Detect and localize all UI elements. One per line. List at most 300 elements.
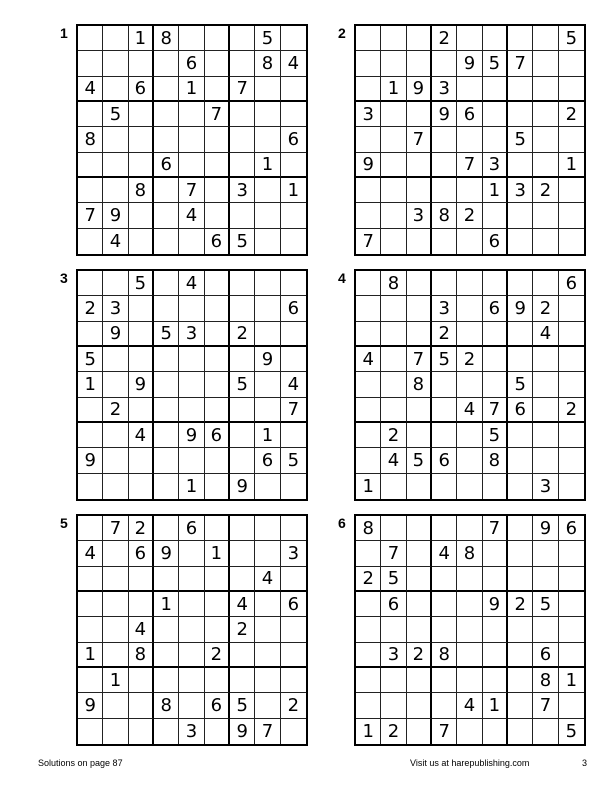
sudoku-cell	[381, 372, 406, 397]
sudoku-cell	[381, 347, 406, 372]
sudoku-cell	[533, 77, 558, 102]
sudoku-cell	[432, 51, 457, 76]
sudoku-cell: 2	[78, 296, 103, 321]
sudoku-cell: 4	[255, 567, 280, 592]
sudoku-cell	[432, 617, 457, 642]
sudoku-cell: 1	[205, 541, 230, 566]
sudoku-cell: 9	[129, 372, 154, 397]
sudoku-cell: 4	[179, 271, 204, 296]
sudoku-cell: 2	[457, 203, 482, 228]
sudoku-cell	[559, 541, 584, 566]
sudoku-cell	[205, 372, 230, 397]
sudoku-cell: 1	[381, 77, 406, 102]
sudoku-cell	[103, 153, 128, 178]
sudoku-cell	[407, 592, 432, 617]
sudoku-cell	[103, 423, 128, 448]
sudoku-cell	[508, 617, 533, 642]
sudoku-cell	[559, 127, 584, 152]
sudoku-cell	[407, 541, 432, 566]
sudoku-cell	[381, 322, 406, 347]
sudoku-cell: 8	[356, 516, 381, 541]
sudoku-cell: 5	[559, 26, 584, 51]
sudoku-cell: 5	[533, 592, 558, 617]
sudoku-cell	[103, 127, 128, 152]
sudoku-cell	[154, 347, 179, 372]
sudoku-cell: 9	[457, 51, 482, 76]
sudoku-cell	[230, 516, 255, 541]
sudoku-cell: 6	[205, 229, 230, 254]
sudoku-cell	[407, 668, 432, 693]
sudoku-cell	[103, 271, 128, 296]
sudoku-cell: 1	[559, 668, 584, 693]
sudoku-cell	[230, 26, 255, 51]
sudoku-cell	[78, 668, 103, 693]
sudoku-cell	[205, 719, 230, 744]
sudoku-cell	[255, 668, 280, 693]
sudoku-cell	[154, 719, 179, 744]
sudoku-cell: 6	[255, 448, 280, 473]
sudoku-cell	[179, 102, 204, 127]
puzzle-number-6: 6	[338, 515, 346, 531]
sudoku-cell	[407, 567, 432, 592]
sudoku-cell	[205, 474, 230, 499]
sudoku-cell	[457, 474, 482, 499]
sudoku-cell	[78, 592, 103, 617]
sudoku-cell	[230, 271, 255, 296]
sudoku-cell: 1	[356, 719, 381, 744]
sudoku-cell: 6	[559, 516, 584, 541]
sudoku-cell	[381, 693, 406, 718]
sudoku-cell	[205, 77, 230, 102]
sudoku-cell: 8	[533, 668, 558, 693]
sudoku-cell: 8	[381, 271, 406, 296]
sudoku-cell	[129, 448, 154, 473]
sudoku-cell	[432, 271, 457, 296]
sudoku-cell	[255, 102, 280, 127]
sudoku-cell	[154, 567, 179, 592]
sudoku-cell	[205, 322, 230, 347]
sudoku-cell	[179, 567, 204, 592]
sudoku-cell	[281, 153, 306, 178]
page-number: 3	[582, 758, 588, 768]
sudoku-cell	[281, 77, 306, 102]
sudoku-cell: 5	[230, 693, 255, 718]
sudoku-cell	[255, 541, 280, 566]
sudoku-cell: 5	[508, 127, 533, 152]
sudoku-cell	[407, 516, 432, 541]
sudoku-cell	[179, 229, 204, 254]
sudoku-cell	[508, 271, 533, 296]
sudoku-cell	[432, 398, 457, 423]
sudoku-cell	[103, 719, 128, 744]
sudoku-cell	[407, 296, 432, 321]
sudoku-cell	[179, 448, 204, 473]
sudoku-cell	[103, 643, 128, 668]
sudoku-cell	[457, 271, 482, 296]
sudoku-cell: 1	[129, 26, 154, 51]
sudoku-cell	[154, 229, 179, 254]
sudoku-cell	[281, 322, 306, 347]
sudoku-cell	[457, 178, 482, 203]
sudoku-cell: 6	[281, 296, 306, 321]
sudoku-cell	[205, 51, 230, 76]
sudoku-cell	[432, 567, 457, 592]
sudoku-cell: 3	[179, 322, 204, 347]
sudoku-cell	[356, 372, 381, 397]
sudoku-cell	[381, 668, 406, 693]
sudoku-cell: 9	[78, 448, 103, 473]
sudoku-cell: 2	[381, 719, 406, 744]
sudoku-cell	[281, 516, 306, 541]
sudoku-cell: 4	[281, 51, 306, 76]
sudoku-cell	[129, 474, 154, 499]
sudoku-cell	[78, 719, 103, 744]
sudoku-cell	[559, 423, 584, 448]
sudoku-cell: 5	[281, 448, 306, 473]
sudoku-cell	[230, 102, 255, 127]
sudoku-cell: 6	[483, 296, 508, 321]
sudoku-cell	[356, 398, 381, 423]
sudoku-cell	[407, 102, 432, 127]
sudoku-cell	[407, 271, 432, 296]
sudoku-cell	[281, 271, 306, 296]
sudoku-cell: 3	[432, 296, 457, 321]
sudoku-cell	[559, 229, 584, 254]
sudoku-cell	[508, 423, 533, 448]
sudoku-cell	[281, 26, 306, 51]
sudoku-cell	[230, 423, 255, 448]
sudoku-cell: 5	[483, 51, 508, 76]
sudoku-cell	[457, 448, 482, 473]
sudoku-cell	[179, 693, 204, 718]
sudoku-cell	[381, 153, 406, 178]
sudoku-cell	[533, 229, 558, 254]
sudoku-cell	[179, 153, 204, 178]
sudoku-cell	[255, 127, 280, 152]
sudoku-cell	[205, 153, 230, 178]
sudoku-cell	[432, 372, 457, 397]
sudoku-cell	[230, 203, 255, 228]
sudoku-cell: 3	[432, 77, 457, 102]
sudoku-cell: 2	[508, 592, 533, 617]
sudoku-cell: 2	[230, 322, 255, 347]
sudoku-cell	[281, 474, 306, 499]
sudoku-cell	[457, 296, 482, 321]
website-link[interactable]: Visit us at harepublishing.com	[410, 758, 530, 768]
sudoku-cell	[381, 127, 406, 152]
sudoku-cell	[230, 643, 255, 668]
sudoku-cell	[205, 271, 230, 296]
sudoku-cell	[103, 178, 128, 203]
sudoku-cell	[533, 102, 558, 127]
sudoku-cell	[432, 516, 457, 541]
sudoku-cell: 8	[432, 203, 457, 228]
sudoku-cell	[483, 668, 508, 693]
sudoku-cell	[356, 271, 381, 296]
sudoku-cell: 9	[483, 592, 508, 617]
sudoku-cell	[154, 643, 179, 668]
sudoku-cell: 9	[230, 474, 255, 499]
sudoku-cell	[457, 372, 482, 397]
sudoku-cell	[255, 77, 280, 102]
sudoku-cell	[533, 372, 558, 397]
sudoku-cell	[533, 26, 558, 51]
sudoku-cell	[356, 296, 381, 321]
sudoku-cell: 1	[559, 153, 584, 178]
sudoku-cell: 3	[179, 719, 204, 744]
sudoku-cell	[356, 423, 381, 448]
sudoku-cell	[103, 474, 128, 499]
sudoku-cell: 9	[230, 719, 255, 744]
sudoku-cell: 6	[381, 592, 406, 617]
sudoku-cell	[281, 203, 306, 228]
sudoku-cell	[205, 347, 230, 372]
sudoku-cell	[533, 203, 558, 228]
sudoku-cell	[154, 178, 179, 203]
sudoku-cell	[483, 474, 508, 499]
sudoku-cell	[483, 102, 508, 127]
sudoku-cell	[533, 347, 558, 372]
sudoku-cell	[154, 423, 179, 448]
sudoku-cell	[483, 643, 508, 668]
sudoku-cell: 6	[129, 541, 154, 566]
sudoku-cell	[356, 668, 381, 693]
sudoku-cell	[407, 423, 432, 448]
sudoku-cell	[103, 592, 128, 617]
sudoku-cell	[559, 296, 584, 321]
sudoku-cell: 9	[103, 203, 128, 228]
sudoku-cell: 4	[533, 322, 558, 347]
sudoku-cell	[205, 178, 230, 203]
sudoku-cell	[407, 322, 432, 347]
sudoku-cell	[154, 372, 179, 397]
sudoku-cell	[457, 617, 482, 642]
sudoku-cell: 7	[230, 77, 255, 102]
sudoku-cell	[179, 668, 204, 693]
sudoku-cell	[356, 448, 381, 473]
sudoku-cell	[179, 347, 204, 372]
sudoku-cell: 1	[103, 668, 128, 693]
sudoku-cell	[103, 693, 128, 718]
sudoku-cell	[559, 372, 584, 397]
sudoku-cell	[281, 617, 306, 642]
sudoku-cell	[154, 617, 179, 642]
sudoku-cell	[179, 26, 204, 51]
sudoku-cell	[78, 567, 103, 592]
sudoku-cell: 1	[356, 474, 381, 499]
sudoku-cell	[129, 693, 154, 718]
sudoku-grid-1	[76, 24, 308, 256]
sudoku-cell: 8	[154, 26, 179, 51]
sudoku-cell: 6	[483, 229, 508, 254]
sudoku-cell	[508, 322, 533, 347]
puzzle-number-5: 5	[60, 515, 68, 531]
sudoku-cell: 9	[154, 541, 179, 566]
sudoku-cell: 3	[508, 178, 533, 203]
sudoku-cell	[281, 719, 306, 744]
sudoku-cell	[78, 423, 103, 448]
sudoku-cell: 7	[356, 229, 381, 254]
sudoku-cell	[78, 51, 103, 76]
sudoku-cell	[381, 516, 406, 541]
sudoku-cell	[559, 617, 584, 642]
sudoku-cell: 4	[230, 592, 255, 617]
puzzle-number-3: 3	[60, 270, 68, 286]
sudoku-cell: 4	[78, 77, 103, 102]
sudoku-cell: 5	[103, 102, 128, 127]
sudoku-cell	[533, 423, 558, 448]
sudoku-cell	[381, 203, 406, 228]
sudoku-cell: 6	[281, 127, 306, 152]
sudoku-cell	[230, 541, 255, 566]
sudoku-cell	[205, 668, 230, 693]
sudoku-cell	[559, 567, 584, 592]
sudoku-cell: 6	[457, 102, 482, 127]
sudoku-cell: 1	[179, 77, 204, 102]
sudoku-cell	[154, 448, 179, 473]
sudoku-cell	[281, 102, 306, 127]
sudoku-cell	[129, 668, 154, 693]
sudoku-cell	[78, 617, 103, 642]
sudoku-cell: 2	[356, 567, 381, 592]
sudoku-cell	[407, 178, 432, 203]
sudoku-cell	[154, 668, 179, 693]
sudoku-cell	[533, 617, 558, 642]
sudoku-cell	[432, 474, 457, 499]
sudoku-cell: 7	[407, 127, 432, 152]
sudoku-cell: 8	[255, 51, 280, 76]
sudoku-cell: 5	[407, 448, 432, 473]
sudoku-cell	[457, 719, 482, 744]
sudoku-cell: 7	[281, 398, 306, 423]
sudoku-cell	[483, 719, 508, 744]
sudoku-cell: 6	[154, 153, 179, 178]
sudoku-cell	[129, 153, 154, 178]
sudoku-cell: 2	[432, 26, 457, 51]
sudoku-cell	[78, 153, 103, 178]
sudoku-cell	[103, 77, 128, 102]
sudoku-cell	[483, 567, 508, 592]
sudoku-cell	[129, 102, 154, 127]
sudoku-cell	[179, 398, 204, 423]
sudoku-cell: 5	[432, 347, 457, 372]
sudoku-cell	[457, 127, 482, 152]
sudoku-cell	[381, 51, 406, 76]
sudoku-cell	[78, 229, 103, 254]
sudoku-cell	[407, 398, 432, 423]
sudoku-cell: 6	[508, 398, 533, 423]
sudoku-cell: 2	[381, 423, 406, 448]
puzzle-number-1: 1	[60, 25, 68, 41]
sudoku-cell	[508, 516, 533, 541]
sudoku-cell: 9	[356, 153, 381, 178]
sudoku-cell: 7	[483, 398, 508, 423]
sudoku-cell	[205, 296, 230, 321]
sudoku-cell	[508, 26, 533, 51]
sudoku-cell	[129, 567, 154, 592]
sudoku-cell: 4	[457, 693, 482, 718]
sudoku-cell	[381, 296, 406, 321]
sudoku-cell: 5	[255, 26, 280, 51]
sudoku-cell	[281, 423, 306, 448]
sudoku-cell	[129, 127, 154, 152]
sudoku-cell: 2	[407, 643, 432, 668]
sudoku-cell	[154, 296, 179, 321]
sudoku-cell: 3	[356, 102, 381, 127]
sudoku-cell: 2	[230, 617, 255, 642]
sudoku-cell	[255, 178, 280, 203]
sudoku-cell	[559, 347, 584, 372]
sudoku-cell	[356, 592, 381, 617]
sudoku-cell	[154, 271, 179, 296]
sudoku-cell	[154, 474, 179, 499]
sudoku-cell	[281, 643, 306, 668]
sudoku-cell: 4	[129, 617, 154, 642]
sudoku-cell: 2	[281, 693, 306, 718]
sudoku-cell	[78, 178, 103, 203]
sudoku-cell: 2	[533, 296, 558, 321]
sudoku-cell	[407, 719, 432, 744]
sudoku-cell	[129, 296, 154, 321]
sudoku-cell	[255, 296, 280, 321]
sudoku-cell	[508, 102, 533, 127]
sudoku-cell: 2	[432, 322, 457, 347]
sudoku-cell: 8	[432, 643, 457, 668]
sudoku-cell	[432, 592, 457, 617]
sudoku-cell	[483, 271, 508, 296]
sudoku-cell: 4	[78, 541, 103, 566]
sudoku-cell	[508, 719, 533, 744]
sudoku-cell	[78, 271, 103, 296]
sudoku-cell: 9	[179, 423, 204, 448]
sudoku-cell: 4	[356, 347, 381, 372]
sudoku-cell: 7	[205, 102, 230, 127]
sudoku-cell: 1	[483, 178, 508, 203]
sudoku-cell	[103, 448, 128, 473]
sudoku-cell: 6	[533, 643, 558, 668]
sudoku-cell	[205, 398, 230, 423]
sudoku-cell	[533, 271, 558, 296]
sudoku-cell	[559, 643, 584, 668]
sudoku-cell: 5	[230, 372, 255, 397]
sudoku-cell	[533, 153, 558, 178]
sudoku-cell: 3	[230, 178, 255, 203]
sudoku-cell: 7	[407, 347, 432, 372]
sudoku-cell	[103, 372, 128, 397]
sudoku-cell	[230, 296, 255, 321]
sudoku-cell	[179, 372, 204, 397]
sudoku-cell: 6	[559, 271, 584, 296]
puzzle-number-4: 4	[338, 270, 346, 286]
sudoku-cell	[255, 516, 280, 541]
sudoku-cell: 5	[565, 720, 578, 742]
sudoku-cell: 1	[255, 423, 280, 448]
sudoku-cell	[533, 51, 558, 76]
sudoku-cell	[432, 693, 457, 718]
sudoku-cell	[533, 448, 558, 473]
sudoku-cell: 7	[103, 516, 128, 541]
sudoku-cell: 8	[129, 178, 154, 203]
sudoku-cell	[508, 448, 533, 473]
sudoku-cell: 7	[255, 719, 280, 744]
sudoku-cell	[508, 474, 533, 499]
sudoku-cell	[559, 51, 584, 76]
sudoku-cell	[281, 347, 306, 372]
sudoku-cell	[129, 398, 154, 423]
sudoku-cell	[255, 229, 280, 254]
sudoku-cell	[508, 643, 533, 668]
sudoku-cell	[281, 567, 306, 592]
